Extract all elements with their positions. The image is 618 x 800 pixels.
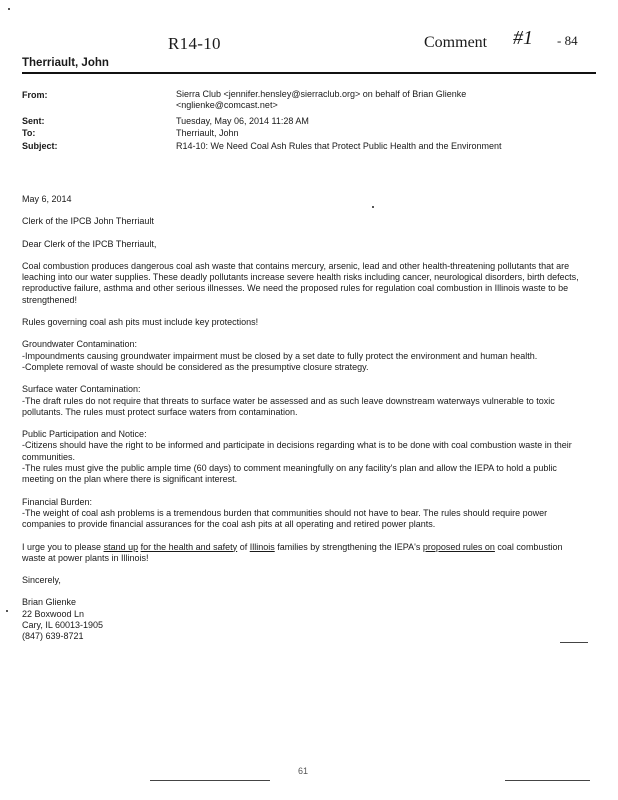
- subject-value: R14-10: We Need Coal Ash Rules that Protect Public Health and the Environment: [176, 141, 502, 151]
- scan-speck: [372, 206, 374, 208]
- from-value-line2: <nglienke@comcast.net>: [176, 100, 278, 110]
- closing-underlined-1: stand up: [103, 541, 139, 552]
- sender-name: Therriault, John: [22, 57, 109, 69]
- letter-intro: Coal combustion produces dangerous coal ash waste that contains mercury, arsenic, lead and other health-threatening pollutants that are leaching into our water supplies. These deadly pollutants increase severe health risks including cancer, neurological disorders, birth defects, reproductive failure, asthma and other serious illnesses. We need the proposed rules for regulation coal combustion in Illinois waste to be strengthened!: [22, 260, 579, 305]
- groundwater-heading: Groundwater Contamination:: [22, 339, 138, 350]
- letter-body: [22, 194, 582, 643]
- closing-text-3: of: [237, 541, 250, 552]
- scan-speck: [8, 8, 10, 10]
- public-point-2: -The rules must give the public ample time (60 days) to comment meaningfully on any facility's plan and allow the IEPA to hold a public meeting on the plan where there is significant interest.: [22, 463, 557, 485]
- closing-text-4: families by strengthening the IEPA's: [274, 541, 423, 552]
- sent-value: Tuesday, May 06, 2014 11:28 AM: [176, 116, 309, 126]
- signature-city: Cary, IL 60013-1905: [22, 620, 104, 631]
- sent-label: Sent:: [22, 116, 45, 126]
- surface-water-point-1: -The draft rules do not require that threats to surface water be assessed and as such leave downstream waterways vulnerable to toxic pollutants. The rules must protect surface waters from contamination.: [22, 395, 555, 417]
- rules-intro: Rules governing coal ash pits must include key protections!: [22, 317, 259, 328]
- subject-label: Subject:: [22, 141, 58, 151]
- closing-underlined-4: proposed rules on: [422, 541, 495, 552]
- groundwater-point-1: -Impoundments causing groundwater impairment must be closed by a set date to fully protect the environment and human health.: [22, 350, 538, 361]
- closing-underlined-3: Illinois: [249, 541, 275, 552]
- docket-number: R14-10: [168, 34, 221, 53]
- scan-dash-right: [505, 780, 590, 781]
- public-heading: Public Participation and Notice:: [22, 429, 147, 440]
- groundwater-point-2: -Complete removal of waste should be considered as the presumptive closure strategy.: [22, 361, 369, 372]
- public-point-1: -Citizens should have the right to be informed and participate in decisions regarding what is to be done with coal combustion waste in their communities.: [22, 440, 572, 462]
- letter-addressee: Clerk of the IPCB John Therriault: [22, 216, 154, 227]
- financial-heading: Financial Burden:: [22, 496, 93, 507]
- comment-number: - 84: [557, 33, 578, 48]
- from-label: From:: [22, 90, 48, 100]
- to-label: To:: [22, 128, 36, 138]
- scan-speck: [6, 610, 8, 612]
- letter-salutation: Dear Clerk of the IPCB Therriault,: [22, 238, 157, 249]
- from-value: [176, 89, 576, 111]
- header-divider: [22, 72, 596, 74]
- scan-dash-margin: [560, 642, 588, 643]
- closing-text-1: I urge you to please: [22, 541, 104, 552]
- closing-text-5: coal combustion waste at power plants in Illinois!: [22, 541, 563, 563]
- closing-paragraph: [22, 542, 582, 565]
- signoff: Sincerely,: [22, 575, 61, 586]
- signature-street: 22 Boxwood Ln: [22, 608, 85, 619]
- signature-name: Brian Glienke: [22, 597, 77, 608]
- scan-dash-left: [150, 780, 270, 781]
- financial-point-1: -The weight of coal ash problems is a tremendous burden that communities should not have to bear. The rules should require power companies to provide financial assurances for the coal ash pits at all operating and retired power plants.: [22, 507, 548, 530]
- letter-date: May 6, 2014: [22, 194, 72, 204]
- comment-hash: #1: [513, 27, 533, 49]
- from-value-line1: Sierra Club <jennifer.hensley@sierraclub.org> on behalf of Brian Glienke: [176, 89, 467, 99]
- closing-underlined-2: for the health and safety: [140, 541, 238, 552]
- page-mark: 61: [298, 766, 309, 776]
- signature-phone: (847) 639-8721: [22, 631, 84, 642]
- to-value: Therriault, John: [176, 128, 239, 138]
- surface-water-heading: Surface water Contamination:: [22, 384, 141, 395]
- comment-label: Comment: [424, 34, 488, 51]
